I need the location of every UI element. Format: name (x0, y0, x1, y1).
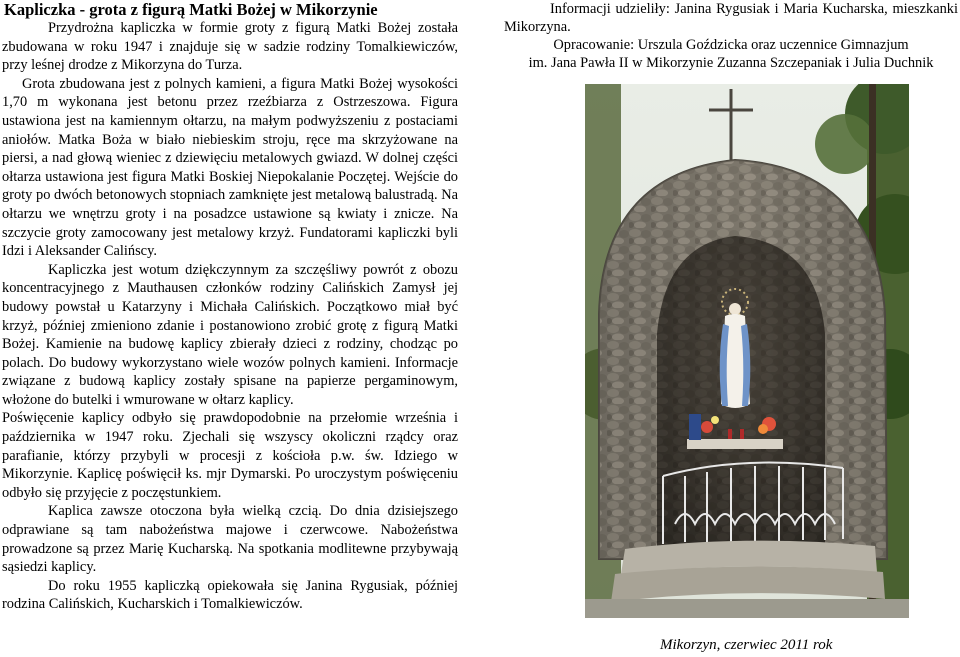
page-title: Kapliczka - grota z figurą Matki Bożej w Mikorzynie (4, 0, 378, 19)
credits-column (504, 0, 960, 72)
credits-prepared-by-line1: Opracowanie: Urszula Goździcka oraz uczennice Gimnazjum (553, 37, 909, 53)
article-column (2, 0, 458, 614)
photo-caption: Mikorzyn, czerwiec 2011 rok (660, 637, 833, 653)
paragraph-caretakers: Do roku 1955 kapliczką opiekowała się Janina Rygusiak, później rodzina Calińskich, Kucharskich i Tomalkiewiczów. (2, 577, 458, 613)
paragraph-consecration: Poświęcenie kaplicy odbyło się prawdopodobnie na przełomie września i października w 1947 roku. Zjechali się wszyscy okoliczni rządcy oraz parafianie, którzy przybyli w procesji z kościoła p.w. św. Idziego w Mikorzynie. Kaplicę poświęcił ks. mjr Dymarski. Po uroczystym poświęceniu odbyło się przyjęcie z poczęstunkiem. (2, 410, 458, 501)
paragraph-intro: Przydrożna kapliczka w formie groty z figurą Matki Bożej została zbudowana w roku 1947 i znajduje się w sadzie rodziny Tomalkiewiczów, przy leśnej drodze z Mikorzyna do Turza. (2, 20, 458, 74)
paragraph-history: Kapliczka jest wotum dziękczynnym za szczęśliwy powrót z obozu koncentracyjnego z Mauthausen członków rodziny Calińskich Zamysł jej budowy powstał u Katarzyny i Michała Calińskich. Początkowo miał być krzyż, później zmieniono zdanie i postanowiono zrobić grotę z figurą Matki Bożej. Kamienie na budowę kaplicy zbierały dzieci z rodziny, chodząc po polach. Do budowy wykorzystano wiele wozów polnych kamieni. Informacje związane z budową kaplicy zostały spisane na papierze pergaminowym, włożone do butelki i wmurowane w ołtarz kaplicy. (2, 261, 458, 408)
credits-prepared-by-line2: im. Jana Pawła II w Mikorzynie Zuzanna Szczepaniak i Julia Duchnik (528, 55, 934, 71)
credits-informants: Informacji udzieliły: Janina Rygusiak i Maria Kucharska, mieszkanki Mikorzyna. (504, 1, 958, 35)
paragraph-description: Grota zbudowana jest z polnych kamieni, a figura Matki Bożej wysokości 1,70 m wykonana jest betonu przez rzeźbiarza z Ostrzeszowa. Figura ustawiona jest na kamiennym ołtarzu, na małym podwyższeniu z postaciami aniołów. Matka Boża w biało niebieskim stroju, ręce ma skrzyżowane na piersi, a nad głową wieniec z dziewięciu metalowych gwiazd. W dolnej części ołtarza ustawiona jest figura Matki Boskiej Niepokalanie Poczętej. Wejście do groty po dwóch betonowych stopniach zamknięte jest metalową balustradą. Na ołtarzu we wnętrzu groty i na posadzce ustawione są kwiaty i znicze. Na szczycie groty zamocowany jest metalowy krzyż. Fundatorami kapliczki byli Idzi i Aleksander Calińscy. (2, 75, 458, 260)
photo-steps (585, 541, 909, 618)
paragraph-devotion: Kaplica zawsze otoczona była wielką czcią. Do dnia dzisiejszego odprawiane są tam nabożeństwa majowe i czerwcowe. Nabożeństwa prowadzone są przez Marię Kucharską. Na spotkania modlitewne przybywają sąsiedzi kaplicy. (2, 503, 458, 576)
grotto-photo (585, 84, 909, 618)
